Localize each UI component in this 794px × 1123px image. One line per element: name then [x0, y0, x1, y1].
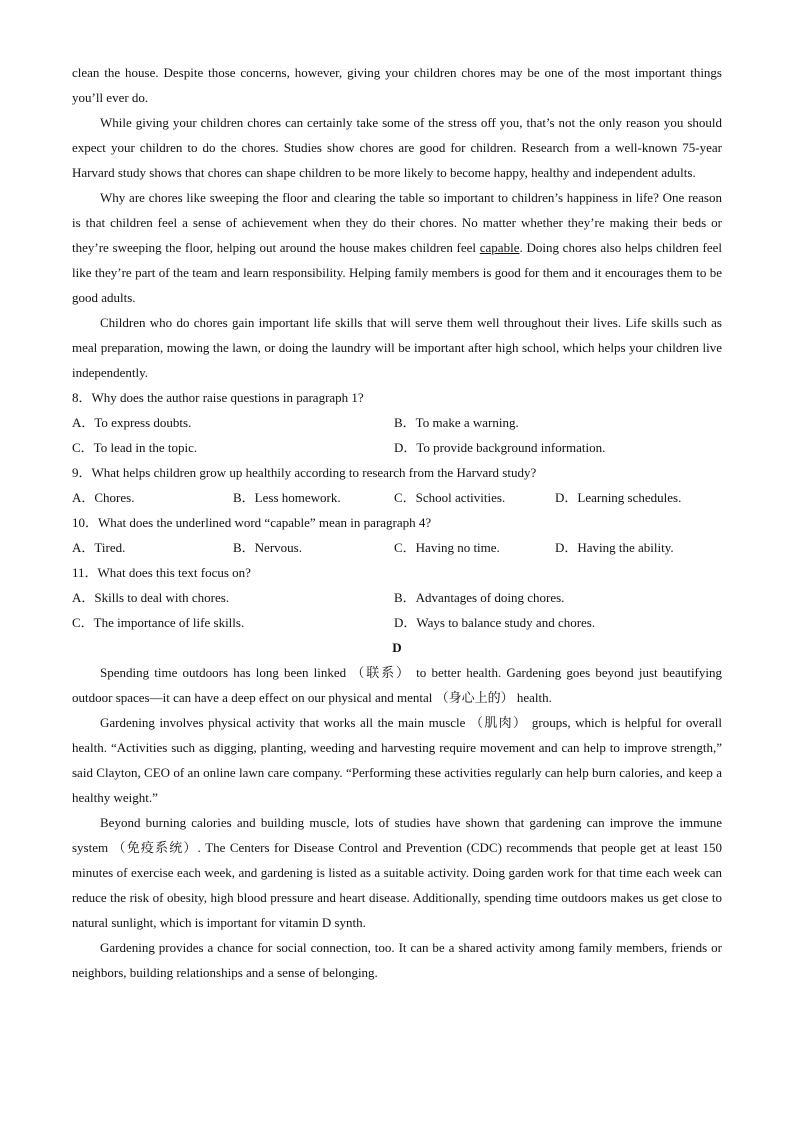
- question-8: [72, 385, 722, 460]
- passage-d-paragraph-1: Spending time outdoors has long been linked （联系） to better health. Gardening goes beyond just beautifying outdoor spaces—it can have a deep effect on our physical and mental （身心上的） health.: [72, 665, 722, 705]
- options-row: [72, 585, 722, 610]
- option-d: D．Having the ability.: [555, 540, 674, 555]
- option-a: A．Chores.: [72, 490, 135, 505]
- option-d: D．Ways to balance study and chores.: [394, 615, 596, 630]
- question-stem: 10．What does the underlined word “capable” mean in paragraph 4?: [72, 515, 432, 530]
- p3-text-b: . Doing chores also helps children feel like they’re part of the team and learn responsibility. Helping family members is good for them and it encourages them to be good adults.: [72, 240, 722, 305]
- p3-text-a: Why are chores like sweeping the floor and clearing the table so important to children’s happiness in life? One reason is that children feel a sense of achievement when they do their chores. No matter whether they’re making their beds or they’re sweeping the floor, helping out around the house makes children feel: [72, 190, 722, 255]
- question-10: [72, 510, 722, 560]
- option-b: B．To make a warning.: [394, 415, 519, 430]
- option-c: C．Having no time.: [394, 540, 500, 555]
- passage-d-heading: D: [392, 640, 402, 655]
- question-stem: 11．What does this text focus on?: [72, 565, 251, 580]
- underlined-word-capable: capable: [479, 240, 520, 255]
- question-11: [72, 560, 722, 635]
- options-row: [72, 610, 722, 635]
- option-a: A．To express doubts.: [72, 415, 192, 430]
- question-stem: 9．What helps children grow up healthily according to research from the Harvard study?: [72, 465, 537, 480]
- passage-d-paragraph-3: Beyond burning calories and building muscle, lots of studies have shown that gardening can improve the immune system （免疫系统）. The Centers for Disease Control and Prevention (CDC) recommends that people get at least 150 minutes of exercise each week, and gardening is listed as a suitable activity. Doing garden work for that time each week can reduce the risk of obesity, high blood pressure and heart disease. Additionally, spending time outdoors makes us get close to natural sunlight, which is important for vitamin D synth.: [72, 815, 722, 930]
- passage-c-paragraph-1-end: clean the house. Despite those concerns, however, giving your children chores may be one of the most important things you’ll ever do.: [72, 65, 722, 105]
- question-9: [72, 460, 722, 510]
- options-row: [72, 435, 722, 460]
- option-c: C．To lead in the topic.: [72, 440, 198, 455]
- question-stem: 8．Why does the author raise questions in paragraph 1?: [72, 390, 364, 405]
- options-row: [72, 535, 722, 560]
- options-row: [72, 485, 722, 510]
- option-c: C．School activities.: [394, 490, 506, 505]
- option-a: A．Tired.: [72, 540, 126, 555]
- document-page: [72, 60, 722, 985]
- option-b: B．Advantages of doing chores.: [394, 590, 565, 605]
- passage-d-paragraph-4: Gardening provides a chance for social connection, too. It can be a shared activity among family members, friends or neighbors, building relationships and a sense of belonging.: [72, 940, 722, 980]
- option-b: B．Less homework.: [233, 490, 341, 505]
- option-c: C．The importance of life skills.: [72, 615, 245, 630]
- passage-c-paragraph-2: While giving your children chores can certainly take some of the stress off you, that’s not the only reason you should expect your children to do the chores. Studies show chores are good for children. Research from a well-known 75-year Harvard study shows that chores can shape children to be more likely to become happy, healthy and independent adults.: [72, 115, 722, 180]
- passage-c-paragraph-4: Children who do chores gain important life skills that will serve them well throughout their lives. Life skills such as meal preparation, mowing the lawn, or doing the laundry will be important after high school, which helps your children live independently.: [72, 315, 722, 380]
- options-row: [72, 410, 722, 435]
- option-d: D．To provide background information.: [394, 440, 606, 455]
- option-b: B．Nervous.: [233, 540, 302, 555]
- passage-d-paragraph-2: Gardening involves physical activity that works all the main muscle （肌肉） groups, which is helpful for overall health. “Activities such as digging, planting, weeding and harvesting require movement and can help to improve strength,” said Clayton, CEO of an online lawn care company. “Performing these activities regularly can help burn calories, and keep a healthy weight.”: [72, 715, 722, 805]
- option-a: A．Skills to deal with chores.: [72, 590, 230, 605]
- passage-c-paragraph-3: [72, 185, 722, 310]
- option-d: D．Learning schedules.: [555, 490, 682, 505]
